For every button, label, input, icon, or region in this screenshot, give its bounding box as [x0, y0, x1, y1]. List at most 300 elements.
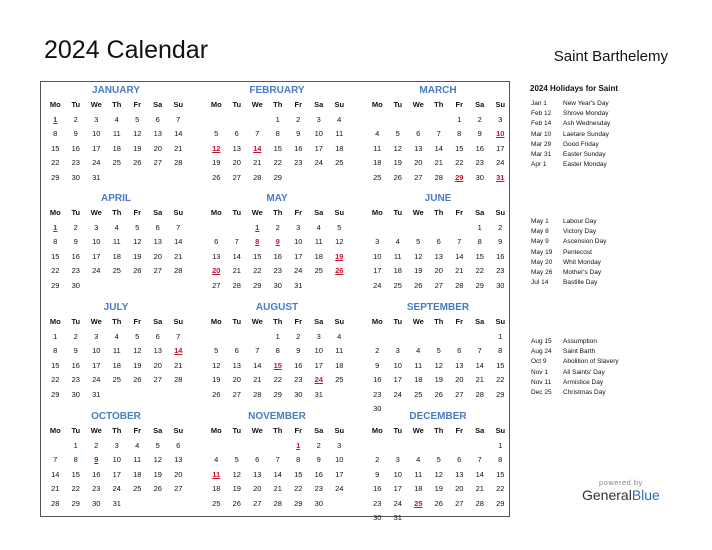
- brand-logo[interactable]: [582, 487, 660, 503]
- day-cell[interactable]: 25: [373, 172, 382, 182]
- day-cell[interactable]: 8: [296, 455, 301, 464]
- holiday-day[interactable]: 8: [255, 237, 260, 246]
- day-cell[interactable]: 3: [395, 346, 400, 355]
- day-cell[interactable]: 8: [53, 129, 58, 138]
- holiday-day[interactable]: 1: [53, 222, 58, 232]
- day-cell[interactable]: 29: [51, 389, 60, 399]
- day-cell[interactable]: 19: [133, 143, 142, 153]
- day-cell[interactable]: 19: [414, 266, 423, 275]
- day-cell[interactable]: 20: [232, 375, 241, 384]
- day-cell[interactable]: 17: [314, 360, 323, 370]
- day-cell[interactable]: 20: [455, 484, 464, 493]
- day-cell[interactable]: 26: [434, 498, 443, 508]
- day-cell[interactable]: 12: [133, 129, 142, 138]
- day-cell[interactable]: 22: [273, 375, 282, 384]
- day-cell[interactable]: 7: [255, 129, 260, 138]
- day-cell[interactable]: 4: [416, 346, 421, 355]
- day-cell[interactable]: 5: [337, 222, 342, 232]
- day-cell[interactable]: 23: [294, 158, 303, 167]
- day-cell[interactable]: 2: [73, 331, 78, 341]
- day-cell[interactable]: 9: [73, 346, 78, 355]
- day-cell[interactable]: 26: [212, 172, 221, 182]
- day-cell[interactable]: 16: [71, 360, 80, 370]
- day-cell[interactable]: 27: [414, 172, 423, 182]
- day-cell[interactable]: 4: [416, 455, 421, 464]
- day-cell[interactable]: 30: [373, 513, 382, 522]
- day-cell[interactable]: 5: [155, 440, 160, 450]
- day-cell[interactable]: 21: [51, 484, 60, 493]
- day-cell[interactable]: 21: [253, 158, 262, 167]
- day-cell[interactable]: 5: [135, 114, 140, 124]
- holiday-day[interactable]: 26: [335, 266, 344, 275]
- day-cell[interactable]: 24: [373, 280, 382, 290]
- day-cell[interactable]: 14: [475, 360, 484, 370]
- day-cell[interactable]: 4: [316, 222, 321, 232]
- day-cell[interactable]: 25: [335, 158, 344, 167]
- day-cell[interactable]: 1: [53, 331, 58, 341]
- day-cell[interactable]: 6: [457, 346, 462, 355]
- day-cell[interactable]: 18: [414, 375, 423, 384]
- day-cell[interactable]: 16: [71, 251, 80, 261]
- day-cell[interactable]: 16: [294, 360, 303, 370]
- day-cell[interactable]: 14: [475, 469, 484, 479]
- day-cell[interactable]: 4: [214, 455, 219, 464]
- holiday-day[interactable]: 24: [314, 375, 323, 384]
- day-cell[interactable]: 3: [375, 237, 380, 246]
- day-cell[interactable]: 23: [373, 498, 382, 508]
- day-cell[interactable]: 16: [314, 469, 323, 479]
- day-cell[interactable]: 6: [155, 331, 160, 341]
- day-cell[interactable]: 2: [477, 114, 482, 124]
- day-cell[interactable]: 29: [496, 498, 505, 508]
- day-cell[interactable]: 25: [112, 266, 121, 275]
- day-cell[interactable]: 16: [273, 251, 282, 261]
- day-cell[interactable]: 17: [496, 143, 505, 153]
- day-cell[interactable]: 2: [498, 222, 503, 232]
- day-cell[interactable]: 27: [434, 280, 443, 290]
- holiday-day[interactable]: 15: [273, 360, 282, 370]
- day-cell[interactable]: 31: [112, 498, 121, 508]
- day-cell[interactable]: 14: [253, 360, 262, 370]
- day-cell[interactable]: 25: [112, 375, 121, 384]
- day-cell[interactable]: 13: [232, 360, 241, 370]
- holiday-day[interactable]: 1: [255, 222, 260, 232]
- day-cell[interactable]: 30: [314, 498, 323, 508]
- holiday-day[interactable]: 9: [94, 455, 99, 464]
- day-cell[interactable]: 30: [71, 280, 80, 290]
- day-cell[interactable]: 25: [414, 389, 423, 399]
- day-cell[interactable]: 7: [477, 346, 482, 355]
- day-cell[interactable]: 7: [275, 455, 280, 464]
- day-cell[interactable]: 28: [174, 266, 183, 275]
- day-cell[interactable]: 17: [92, 143, 101, 153]
- day-cell[interactable]: 13: [455, 360, 464, 370]
- day-cell[interactable]: 27: [174, 484, 183, 493]
- day-cell[interactable]: 21: [174, 251, 183, 261]
- day-cell[interactable]: 9: [296, 129, 301, 138]
- day-cell[interactable]: 20: [253, 484, 262, 493]
- day-cell[interactable]: 2: [296, 114, 301, 124]
- day-cell[interactable]: 31: [92, 172, 101, 182]
- day-cell[interactable]: 23: [92, 484, 101, 493]
- day-cell[interactable]: 2: [94, 440, 99, 450]
- day-cell[interactable]: 8: [275, 346, 280, 355]
- day-cell[interactable]: 13: [212, 251, 221, 261]
- day-cell[interactable]: 23: [314, 484, 323, 493]
- day-cell[interactable]: 14: [455, 251, 464, 261]
- day-cell[interactable]: 2: [296, 331, 301, 341]
- day-cell[interactable]: 14: [174, 237, 183, 246]
- day-cell[interactable]: 24: [314, 158, 323, 167]
- day-cell[interactable]: 11: [314, 237, 323, 246]
- day-cell[interactable]: 25: [112, 158, 121, 167]
- day-cell[interactable]: 23: [373, 389, 382, 399]
- day-cell[interactable]: 14: [51, 469, 60, 479]
- day-cell[interactable]: 6: [214, 237, 219, 246]
- day-cell[interactable]: 13: [414, 143, 423, 153]
- day-cell[interactable]: 28: [232, 280, 241, 290]
- day-cell[interactable]: 31: [294, 280, 303, 290]
- day-cell[interactable]: 4: [337, 114, 342, 124]
- day-cell[interactable]: 8: [457, 129, 462, 138]
- holiday-day[interactable]: 1: [296, 440, 301, 450]
- holiday-day[interactable]: 25: [414, 498, 423, 508]
- day-cell[interactable]: 15: [51, 143, 60, 153]
- holiday-day[interactable]: 14: [174, 346, 183, 355]
- day-cell[interactable]: 3: [337, 440, 342, 450]
- day-cell[interactable]: 17: [92, 360, 101, 370]
- day-cell[interactable]: 6: [155, 114, 160, 124]
- day-cell[interactable]: 1: [457, 114, 462, 124]
- day-cell[interactable]: 11: [112, 129, 121, 138]
- day-cell[interactable]: 19: [212, 375, 221, 384]
- day-cell[interactable]: 18: [393, 266, 402, 275]
- day-cell[interactable]: 12: [414, 251, 423, 261]
- day-cell[interactable]: 27: [232, 389, 241, 399]
- day-cell[interactable]: 4: [375, 129, 380, 138]
- day-cell[interactable]: 27: [455, 389, 464, 399]
- day-cell[interactable]: 6: [234, 129, 239, 138]
- day-cell[interactable]: 12: [153, 455, 162, 464]
- day-cell[interactable]: 9: [477, 129, 482, 138]
- day-cell[interactable]: 15: [475, 251, 484, 261]
- day-cell[interactable]: 22: [273, 158, 282, 167]
- day-cell[interactable]: 19: [133, 360, 142, 370]
- day-cell[interactable]: 5: [395, 129, 400, 138]
- day-cell[interactable]: 22: [475, 266, 484, 275]
- day-cell[interactable]: 28: [253, 172, 262, 182]
- day-cell[interactable]: 1: [73, 440, 78, 450]
- day-cell[interactable]: 19: [434, 484, 443, 493]
- holiday-day[interactable]: 19: [335, 251, 344, 261]
- day-cell[interactable]: 6: [234, 346, 239, 355]
- day-cell[interactable]: 25: [212, 498, 221, 508]
- day-cell[interactable]: 11: [335, 129, 344, 138]
- day-cell[interactable]: 29: [51, 172, 60, 182]
- day-cell[interactable]: 19: [212, 158, 221, 167]
- day-cell[interactable]: 7: [436, 129, 441, 138]
- holiday-day[interactable]: 11: [212, 469, 221, 479]
- day-cell[interactable]: 16: [71, 143, 80, 153]
- day-cell[interactable]: 17: [112, 469, 121, 479]
- holiday-day[interactable]: 10: [496, 129, 505, 138]
- day-cell[interactable]: 17: [335, 469, 344, 479]
- day-cell[interactable]: 4: [135, 440, 140, 450]
- day-cell[interactable]: 25: [393, 280, 402, 290]
- day-cell[interactable]: 28: [51, 498, 60, 508]
- day-cell[interactable]: 20: [153, 143, 162, 153]
- day-cell[interactable]: 9: [498, 237, 503, 246]
- day-cell[interactable]: 15: [294, 469, 303, 479]
- day-cell[interactable]: 29: [253, 280, 262, 290]
- day-cell[interactable]: 8: [477, 237, 482, 246]
- day-cell[interactable]: 9: [73, 129, 78, 138]
- day-cell[interactable]: 15: [496, 360, 505, 370]
- day-cell[interactable]: 10: [92, 129, 101, 138]
- day-cell[interactable]: 20: [434, 266, 443, 275]
- holiday-day[interactable]: 14: [253, 143, 262, 153]
- day-cell[interactable]: 24: [92, 266, 101, 275]
- day-cell[interactable]: 19: [133, 251, 142, 261]
- day-cell[interactable]: 25: [314, 266, 323, 275]
- day-cell[interactable]: 30: [71, 172, 80, 182]
- day-cell[interactable]: 7: [477, 455, 482, 464]
- day-cell[interactable]: 24: [496, 158, 505, 167]
- day-cell[interactable]: 3: [316, 331, 321, 341]
- day-cell[interactable]: 26: [414, 280, 423, 290]
- day-cell[interactable]: 30: [496, 280, 505, 290]
- day-cell[interactable]: 21: [174, 143, 183, 153]
- day-cell[interactable]: 11: [393, 251, 402, 261]
- day-cell[interactable]: 24: [92, 158, 101, 167]
- day-cell[interactable]: 1: [498, 331, 503, 341]
- day-cell[interactable]: 20: [455, 375, 464, 384]
- day-cell[interactable]: 15: [273, 143, 282, 153]
- day-cell[interactable]: 26: [212, 389, 221, 399]
- day-cell[interactable]: 4: [395, 237, 400, 246]
- day-cell[interactable]: 14: [273, 469, 282, 479]
- day-cell[interactable]: 8: [53, 237, 58, 246]
- day-cell[interactable]: 4: [114, 331, 119, 341]
- day-cell[interactable]: 22: [496, 484, 505, 493]
- day-cell[interactable]: 22: [51, 158, 60, 167]
- day-cell[interactable]: 13: [434, 251, 443, 261]
- day-cell[interactable]: 16: [92, 469, 101, 479]
- day-cell[interactable]: 18: [112, 251, 121, 261]
- day-cell[interactable]: 7: [255, 346, 260, 355]
- day-cell[interactable]: 19: [393, 158, 402, 167]
- day-cell[interactable]: 30: [71, 389, 80, 399]
- day-cell[interactable]: 29: [496, 389, 505, 399]
- day-cell[interactable]: 3: [316, 114, 321, 124]
- day-cell[interactable]: 15: [51, 360, 60, 370]
- day-cell[interactable]: 26: [133, 266, 142, 275]
- day-cell[interactable]: 2: [73, 222, 78, 232]
- day-cell[interactable]: 27: [232, 172, 241, 182]
- day-cell[interactable]: 11: [414, 360, 423, 370]
- day-cell[interactable]: 23: [71, 158, 80, 167]
- day-cell[interactable]: 23: [273, 266, 282, 275]
- day-cell[interactable]: 10: [373, 251, 382, 261]
- day-cell[interactable]: 10: [393, 360, 402, 370]
- day-cell[interactable]: 11: [133, 455, 142, 464]
- day-cell[interactable]: 18: [212, 484, 221, 493]
- day-cell[interactable]: 23: [294, 375, 303, 384]
- day-cell[interactable]: 13: [153, 129, 162, 138]
- day-cell[interactable]: 17: [294, 251, 303, 261]
- day-cell[interactable]: 24: [335, 484, 344, 493]
- day-cell[interactable]: 3: [94, 114, 99, 124]
- day-cell[interactable]: 2: [375, 455, 380, 464]
- day-cell[interactable]: 7: [176, 222, 181, 232]
- day-cell[interactable]: 10: [314, 129, 323, 138]
- day-cell[interactable]: 16: [373, 375, 382, 384]
- day-cell[interactable]: 8: [498, 346, 503, 355]
- day-cell[interactable]: 2: [316, 440, 321, 450]
- day-cell[interactable]: 21: [174, 360, 183, 370]
- day-cell[interactable]: 17: [373, 266, 382, 275]
- day-cell[interactable]: 19: [232, 484, 241, 493]
- day-cell[interactable]: 6: [155, 222, 160, 232]
- day-cell[interactable]: 12: [212, 360, 221, 370]
- day-cell[interactable]: 14: [174, 129, 183, 138]
- day-cell[interactable]: 26: [434, 389, 443, 399]
- day-cell[interactable]: 19: [434, 375, 443, 384]
- day-cell[interactable]: 26: [133, 158, 142, 167]
- day-cell[interactable]: 12: [393, 143, 402, 153]
- day-cell[interactable]: 6: [255, 455, 260, 464]
- day-cell[interactable]: 3: [296, 222, 301, 232]
- day-cell[interactable]: 30: [273, 280, 282, 290]
- day-cell[interactable]: 29: [273, 172, 282, 182]
- day-cell[interactable]: 6: [457, 455, 462, 464]
- day-cell[interactable]: 9: [375, 469, 380, 479]
- day-cell[interactable]: 21: [273, 484, 282, 493]
- day-cell[interactable]: 22: [253, 266, 262, 275]
- day-cell[interactable]: 5: [135, 331, 140, 341]
- day-cell[interactable]: 10: [92, 237, 101, 246]
- day-cell[interactable]: 12: [434, 469, 443, 479]
- day-cell[interactable]: 30: [92, 498, 101, 508]
- day-cell[interactable]: 12: [335, 237, 344, 246]
- day-cell[interactable]: 17: [393, 484, 402, 493]
- day-cell[interactable]: 28: [434, 172, 443, 182]
- day-cell[interactable]: 29: [51, 280, 60, 290]
- day-cell[interactable]: 28: [174, 158, 183, 167]
- day-cell[interactable]: 18: [133, 469, 142, 479]
- day-cell[interactable]: 30: [475, 172, 484, 182]
- day-cell[interactable]: 30: [294, 389, 303, 399]
- day-cell[interactable]: 3: [94, 331, 99, 341]
- day-cell[interactable]: 29: [475, 280, 484, 290]
- day-cell[interactable]: 27: [153, 266, 162, 275]
- day-cell[interactable]: 12: [434, 360, 443, 370]
- day-cell[interactable]: 28: [475, 389, 484, 399]
- day-cell[interactable]: 28: [253, 389, 262, 399]
- day-cell[interactable]: 14: [232, 251, 241, 261]
- day-cell[interactable]: 4: [337, 331, 342, 341]
- day-cell[interactable]: 27: [153, 375, 162, 384]
- day-cell[interactable]: 15: [496, 469, 505, 479]
- day-cell[interactable]: 17: [314, 143, 323, 153]
- day-cell[interactable]: 22: [71, 484, 80, 493]
- day-cell[interactable]: 9: [375, 360, 380, 370]
- day-cell[interactable]: 18: [335, 360, 344, 370]
- day-cell[interactable]: 20: [232, 158, 241, 167]
- day-cell[interactable]: 10: [393, 469, 402, 479]
- day-cell[interactable]: 6: [176, 440, 181, 450]
- day-cell[interactable]: 24: [393, 389, 402, 399]
- day-cell[interactable]: 12: [133, 346, 142, 355]
- day-cell[interactable]: 4: [114, 222, 119, 232]
- day-cell[interactable]: 20: [153, 360, 162, 370]
- day-cell[interactable]: 2: [73, 114, 78, 124]
- day-cell[interactable]: 21: [253, 375, 262, 384]
- day-cell[interactable]: 31: [393, 513, 402, 522]
- day-cell[interactable]: 18: [373, 158, 382, 167]
- day-cell[interactable]: 3: [395, 455, 400, 464]
- day-cell[interactable]: 3: [498, 114, 503, 124]
- day-cell[interactable]: 24: [393, 498, 402, 508]
- day-cell[interactable]: 23: [496, 266, 505, 275]
- day-cell[interactable]: 27: [212, 280, 221, 290]
- day-cell[interactable]: 5: [436, 455, 441, 464]
- day-cell[interactable]: 18: [414, 484, 423, 493]
- holiday-day[interactable]: 9: [275, 237, 280, 246]
- day-cell[interactable]: 28: [273, 498, 282, 508]
- day-cell[interactable]: 1: [498, 440, 503, 450]
- day-cell[interactable]: 8: [275, 129, 280, 138]
- day-cell[interactable]: 21: [434, 158, 443, 167]
- day-cell[interactable]: 26: [133, 375, 142, 384]
- day-cell[interactable]: 13: [153, 237, 162, 246]
- day-cell[interactable]: 22: [455, 158, 464, 167]
- day-cell[interactable]: 18: [335, 143, 344, 153]
- holiday-day[interactable]: 12: [212, 143, 221, 153]
- day-cell[interactable]: 13: [232, 143, 241, 153]
- day-cell[interactable]: 23: [71, 375, 80, 384]
- day-cell[interactable]: 31: [314, 389, 323, 399]
- holiday-day[interactable]: 29: [455, 172, 464, 182]
- day-cell[interactable]: 7: [53, 455, 58, 464]
- day-cell[interactable]: 16: [496, 251, 505, 261]
- day-cell[interactable]: 31: [92, 389, 101, 399]
- day-cell[interactable]: 7: [234, 237, 239, 246]
- day-cell[interactable]: 5: [436, 346, 441, 355]
- day-cell[interactable]: 29: [294, 498, 303, 508]
- day-cell[interactable]: 11: [112, 237, 121, 246]
- day-cell[interactable]: 11: [414, 469, 423, 479]
- day-cell[interactable]: 21: [475, 484, 484, 493]
- day-cell[interactable]: 20: [174, 469, 183, 479]
- day-cell[interactable]: 19: [153, 469, 162, 479]
- day-cell[interactable]: 8: [53, 346, 58, 355]
- holiday-day[interactable]: 20: [212, 266, 221, 275]
- day-cell[interactable]: 11: [373, 143, 382, 153]
- day-cell[interactable]: 25: [335, 375, 344, 384]
- day-cell[interactable]: 20: [153, 251, 162, 261]
- day-cell[interactable]: 13: [455, 469, 464, 479]
- day-cell[interactable]: 23: [475, 158, 484, 167]
- day-cell[interactable]: 6: [416, 129, 421, 138]
- day-cell[interactable]: 10: [335, 455, 344, 464]
- day-cell[interactable]: 4: [114, 114, 119, 124]
- day-cell[interactable]: 18: [314, 251, 323, 261]
- day-cell[interactable]: 5: [234, 455, 239, 464]
- day-cell[interactable]: 23: [71, 266, 80, 275]
- day-cell[interactable]: 29: [273, 389, 282, 399]
- day-cell[interactable]: 13: [153, 346, 162, 355]
